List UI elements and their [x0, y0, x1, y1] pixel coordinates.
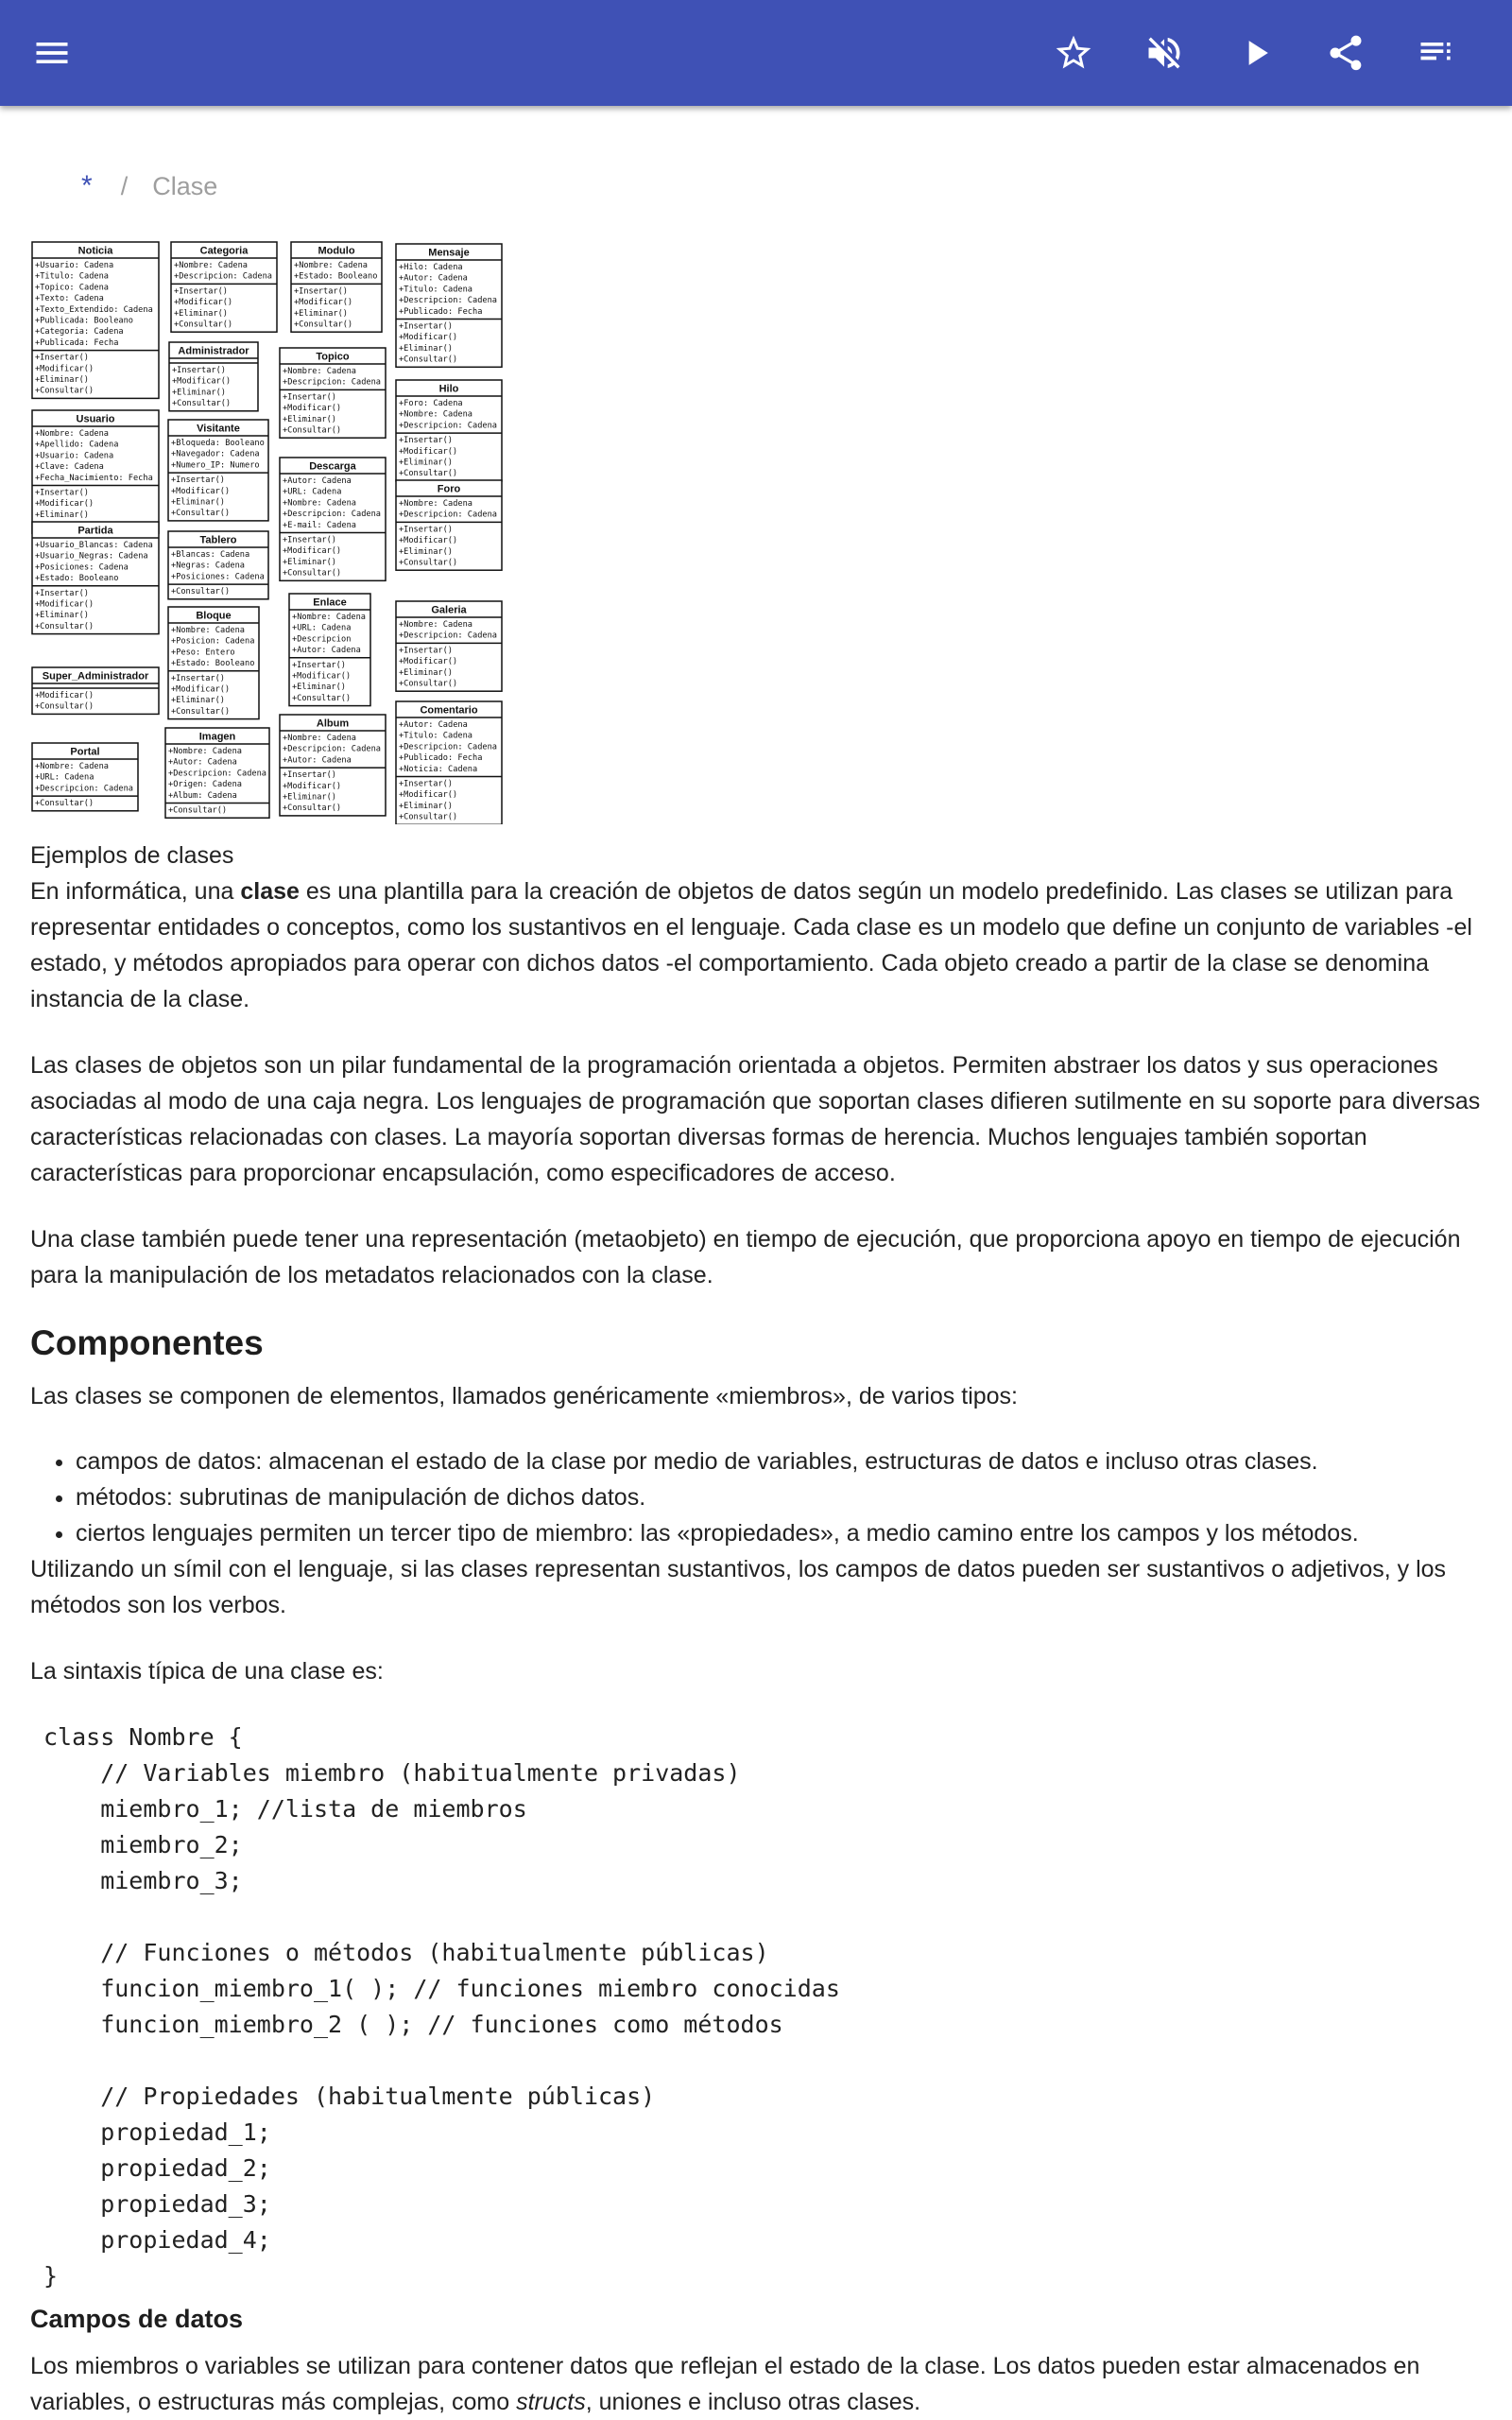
uml-attribute: +Descripcion	[292, 634, 352, 645]
uml-class-name: Portal	[70, 746, 100, 758]
uml-operation: +Modificar()	[283, 781, 342, 791]
uml-operation: +Eliminar()	[399, 458, 453, 468]
uml-class-box	[32, 410, 159, 533]
uml-operation: +Consultar()	[283, 425, 342, 436]
uml-operation: +Modificar()	[399, 446, 458, 457]
uml-attribute: +Nombre: Cadena	[168, 747, 242, 756]
uml-operation: +Consultar()	[35, 701, 94, 712]
uml-operation: +Consultar()	[399, 558, 458, 568]
uml-class-name: Topico	[316, 351, 350, 363]
uml-attribute: +Publicado: Fecha	[399, 306, 483, 317]
uml-operation: +Insertar()	[292, 660, 346, 670]
uml-attribute: +Album: Cadena	[168, 790, 237, 801]
members-list	[30, 1443, 1482, 1551]
uml-attribute: +Posiciones: Cadena	[35, 562, 129, 573]
uml-class-box	[396, 601, 502, 691]
uml-class-name: Usuario	[76, 413, 115, 425]
uml-operation: +Eliminar()	[171, 497, 225, 508]
uml-attribute: +Nombre: Cadena	[171, 626, 245, 635]
intro-bold-term: clase	[240, 878, 300, 905]
uml-attribute: +Estado: Booleano	[171, 659, 255, 669]
uml-operation: +Consultar()	[292, 693, 352, 703]
uml-attribute: +Numero_IP: Numero	[171, 460, 260, 471]
uml-class-name: Mensaje	[428, 247, 470, 259]
uml-attribute: +Descripcion: Cadena	[399, 742, 497, 752]
class-syntax-code: class Nombre { // Variables miembro (habitualmente privadas) miembro_1; //lista de miembros miembro_2; miembro_3; // Funciones o métodos (habitualmente públicas) funcion_miembro_1( ); // funciones miembro conocidas funcion_miembro_2 ( ); // funciones como métodos // Propiedades (habitualmente públicas) propiedad_1; propiedad_2; propiedad_3; propiedad_4; }	[43, 1723, 840, 2290]
uml-operation: +Modificar()	[171, 486, 231, 496]
uml-attribute: +E-mail: Cadena	[283, 520, 356, 530]
uml-operation: +Consultar()	[35, 386, 94, 396]
uml-attribute: +Navegador: Cadena	[171, 449, 260, 459]
uml-class-box	[32, 242, 159, 398]
uml-operation: +Consultar()	[35, 621, 94, 631]
intro-text-before: En informática, una	[30, 878, 241, 905]
uml-operation: +Modificar()	[172, 376, 232, 387]
uml-class-name: Foro	[437, 483, 461, 495]
uml-attribute: +Descripcion: Cadena	[174, 271, 272, 282]
uml-operation: +Consultar()	[399, 354, 458, 365]
uml-attribute: +Nombre: Cadena	[294, 261, 368, 270]
campos-italic-term: structs	[516, 2389, 586, 2415]
uml-class-name: Administrador	[178, 345, 249, 357]
uml-operation: +Eliminar()	[292, 683, 346, 693]
uml-operation: +Consultar()	[399, 469, 458, 479]
uml-operation: +Insertar()	[399, 321, 453, 332]
uml-class-name: Tablero	[199, 534, 237, 546]
list-item: • campos de datos: almacenan el estado de la clase por medio de variables, estructuras de datos e incluso otras clases.	[76, 1443, 1482, 1479]
uml-operation: +Modificar()	[292, 671, 352, 682]
uml-operation: +Consultar()	[174, 320, 233, 330]
share-button[interactable]	[1315, 23, 1376, 83]
uml-attribute: +Titulo: Cadena	[399, 731, 472, 741]
uml-attribute: +Descripcion: Cadena	[399, 510, 497, 520]
uml-attribute: +Origen: Cadena	[168, 780, 242, 790]
uml-class-name: Descarga	[309, 460, 356, 473]
uml-operation: +Modificar()	[35, 691, 94, 700]
uml-attribute: +Estado: Booleano	[35, 574, 119, 584]
uml-attribute: +Clave: Cadena	[35, 462, 104, 473]
uml-attribute: +Topico: Cadena	[35, 283, 109, 293]
uml-attribute: +Nombre: Cadena	[399, 620, 472, 630]
uml-attribute: +Descripcion: Cadena	[283, 744, 381, 754]
breadcrumb-home-link[interactable]: *	[81, 170, 93, 201]
uml-attribute: +Publicada: Booleano	[35, 316, 133, 326]
uml-class-box	[280, 348, 386, 438]
uml-attribute: +Categoria: Cadena	[35, 327, 124, 337]
uml-operation: +Consultar()	[171, 509, 231, 519]
uml-operation: +Consultar()	[171, 706, 231, 717]
uml-operation: +Insertar()	[283, 770, 336, 781]
uml-class-box	[396, 380, 502, 481]
uml-operation: +Eliminar()	[399, 343, 453, 354]
uml-attribute: +URL: Cadena	[35, 772, 94, 783]
list-item: • ciertos lenguajes permiten un tercer tipo de miembro: las «propiedades», a medio camino entre los campos y los métodos.	[76, 1515, 1482, 1551]
uml-class-name: Noticia	[77, 245, 113, 257]
intro-paragraph-3: Una clase también puede tener una representación (metaobjeto) en tiempo de ejecución, que proporciona apoyo en tiempo de ejecución para la manipulación de los metadatos relacionados con la clase.	[30, 1226, 1461, 1288]
uml-class-name: Partida	[77, 525, 113, 537]
breadcrumb-separator: /	[120, 172, 129, 200]
uml-attribute: +Descripcion: Cadena	[283, 510, 381, 520]
uml-operation: +Consultar()	[168, 805, 228, 816]
uml-attribute: +Usuario_Negras: Cadena	[35, 551, 148, 562]
uml-operation: +Eliminar()	[35, 611, 89, 621]
uml-class-name: Enlace	[313, 596, 347, 609]
uml-attribute: +Foro: Cadena	[399, 399, 463, 408]
uml-attribute: +Autor: Cadena	[283, 476, 352, 486]
uml-attribute: +Descripcion: Cadena	[168, 769, 266, 779]
uml-attribute: +Publicada: Fecha	[35, 337, 119, 348]
uml-operation: +Modificar()	[174, 298, 233, 308]
uml-class-box	[171, 242, 277, 332]
uml-attribute: +Nombre: Cadena	[283, 734, 356, 743]
uml-class-box	[396, 244, 502, 367]
uml-class-diagram	[30, 240, 505, 824]
uml-operation: +Eliminar()	[35, 375, 89, 385]
uml-attribute: +Autor: Cadena	[292, 646, 361, 656]
uml-class-name: Hilo	[438, 383, 459, 395]
share-icon	[1325, 32, 1366, 74]
uml-operation: +Insertar()	[283, 535, 336, 545]
breadcrumb-current: Clase	[152, 172, 218, 200]
uml-attribute: +Apellido: Cadena	[35, 440, 119, 450]
uml-class-box	[168, 531, 268, 599]
uml-operation: +Eliminar()	[399, 546, 453, 557]
uml-attribute: +Noticia: Cadena	[399, 764, 478, 774]
intro-text-after: es una plantilla para la creación de objetos de datos según un modelo predefinido. Las clases se utilizan para representar entidades o conceptos, como los sustantivos en el lenguaje. Cada clase es un modelo que define un conjunto de variables -el estado, y métodos apropiados para operar con dichos datos -el comportamiento. Cada objeto creado a partir de la clase se denomina instancia de la clase.	[30, 878, 1472, 1012]
uml-operation: +Eliminar()	[174, 308, 228, 319]
uml-attribute: +Nombre: Cadena	[283, 367, 356, 376]
section-heading-componentes: Componentes	[30, 1323, 264, 1362]
bookmark-button[interactable]	[1043, 23, 1104, 83]
componentes-lead: Las clases se componen de elementos, llamados genéricamente «miembros», de varios tipos:	[30, 1383, 1018, 1409]
uml-operation: +Eliminar()	[399, 667, 453, 678]
uml-attribute: +Titulo: Cadena	[399, 285, 472, 295]
uml-operation: +Consultar()	[35, 799, 94, 809]
uml-class-box	[280, 458, 386, 580]
menu-button[interactable]	[22, 23, 82, 83]
contents-button[interactable]	[1406, 23, 1467, 83]
uml-class-box	[396, 480, 502, 570]
uml-class-box	[396, 701, 502, 824]
uml-operation: +Insertar()	[399, 436, 453, 446]
uml-attribute: +Peso: Entero	[171, 648, 235, 658]
uml-operation: +Insertar()	[35, 488, 89, 498]
uml-operation: +Insertar()	[35, 353, 89, 363]
uml-attribute: +Texto: Cadena	[35, 294, 104, 304]
uml-operation: +Insertar()	[174, 286, 228, 297]
uml-class-box	[32, 522, 159, 634]
uml-operation: +Modificar()	[399, 790, 458, 801]
uml-operation: +Modificar()	[35, 499, 94, 510]
uml-operation: +Eliminar()	[283, 557, 336, 567]
uml-operation: +Modificar()	[399, 536, 458, 546]
uml-operation: +Consultar()	[283, 804, 342, 814]
breadcrumb	[53, 168, 217, 204]
uml-attribute: +Descripcion: Cadena	[399, 421, 497, 431]
volume-off-icon	[1143, 32, 1185, 74]
uml-class-box	[32, 667, 159, 714]
uml-class-name: Album	[316, 717, 350, 730]
uml-class-name: Imagen	[198, 731, 236, 743]
uml-operation: +Modificar()	[35, 364, 94, 374]
uml-attribute: +Nombre: Cadena	[399, 499, 472, 509]
uml-attribute: +Texto_Extendido: Cadena	[35, 304, 153, 315]
uml-attribute: +Autor: Cadena	[283, 755, 352, 766]
uml-attribute: +Usuario_Blancas: Cadena	[35, 541, 153, 550]
uml-operation: +Eliminar()	[283, 414, 336, 424]
uml-class-box	[291, 242, 382, 332]
intro-paragraph-2: Las clases de objetos son un pilar fundamental de la programación orientada a objetos. Permiten abstraer los datos y sus operaciones asociadas al modo de una caja negra. Los lenguajes de programación que soportan clases difieren sutilmente en su soporte para diversas características relacionadas con clases. La mayoría soportan diversas formas de herencia. Muchos lenguajes también soportan características para proporcionar encapsulación, como especificadores de acceso.	[30, 1052, 1481, 1186]
uml-operation: +Eliminar()	[283, 792, 336, 803]
uml-operation: +Modificar()	[35, 599, 94, 610]
uml-attribute: +Nombre: Cadena	[399, 409, 472, 420]
uml-operation: +Eliminar()	[171, 696, 225, 706]
uml-attribute: +Usuario: Cadena	[35, 261, 114, 270]
uml-class-box	[165, 728, 269, 818]
uml-operation: +Insertar()	[171, 475, 225, 486]
uml-operation: +Insertar()	[283, 392, 336, 403]
uml-attribute: +Fecha_Nacimiento: Fecha	[35, 473, 153, 483]
uml-operation: +Insertar()	[399, 646, 453, 656]
uml-attribute: +Titulo: Cadena	[35, 271, 109, 282]
uml-operation: +Consultar()	[399, 679, 458, 689]
uml-operation: +Modificar()	[399, 333, 458, 343]
play-icon	[1235, 32, 1277, 74]
list-item: • métodos: subrutinas de manipulación de dichos datos.	[76, 1479, 1482, 1515]
play-button[interactable]	[1226, 23, 1286, 83]
uml-attribute: +Nombre: Cadena	[35, 762, 109, 771]
uml-class-box	[168, 420, 268, 521]
star-outline-icon	[1053, 32, 1094, 74]
uml-operation: +Consultar()	[283, 568, 342, 579]
uml-attribute: +URL: Cadena	[283, 487, 342, 497]
uml-operation: +Consultar()	[171, 587, 231, 597]
uml-attribute: +Descripcion: Cadena	[399, 631, 497, 641]
section-heading-campos: Campos de datos	[30, 2305, 244, 2333]
uml-class-box	[289, 594, 370, 706]
uml-attribute: +Posiciones: Cadena	[171, 572, 265, 582]
uml-attribute: +Usuario: Cadena	[35, 451, 114, 461]
mute-button[interactable]	[1134, 23, 1194, 83]
uml-attribute: +Publicado: Fecha	[399, 753, 483, 764]
uml-operation: +Modificar()	[399, 657, 458, 667]
uml-operation: +Insertar()	[171, 673, 225, 683]
uml-attribute: +Autor: Cadena	[399, 720, 468, 730]
uml-operation: +Insertar()	[294, 286, 348, 297]
uml-operation: +Modificar()	[283, 546, 342, 557]
app-bar	[0, 0, 1512, 106]
uml-operation: +Eliminar()	[399, 801, 453, 811]
uml-attribute: +Nombre: Cadena	[174, 261, 248, 270]
uml-attribute: +Autor: Cadena	[168, 757, 237, 768]
uml-class-name: Visitante	[197, 423, 240, 435]
uml-attribute: +Estado: Booleano	[294, 271, 378, 282]
uml-operation: +Modificar()	[171, 684, 231, 695]
playlist-icon	[1416, 32, 1457, 74]
uml-attribute: +Hilo: Cadena	[399, 263, 463, 272]
uml-operation: +Insertar()	[399, 779, 453, 789]
uml-class-name: Super_Administrador	[42, 670, 149, 683]
uml-class-name: Bloque	[196, 610, 232, 622]
campos-text-before: Los miembros o variables se utilizan para contener datos que reflejan el estado de la clase. Los datos pueden estar almacenados en variables, o estructuras más complejas, como	[30, 2353, 1420, 2415]
campos-paragraph	[30, 2348, 1482, 2420]
uml-attribute: +Bloqueda: Booleano	[171, 439, 265, 448]
uml-operation: +Eliminar()	[294, 308, 348, 319]
uml-class-name: Comentario	[420, 704, 478, 717]
uml-attribute: +Nombre: Cadena	[283, 498, 356, 509]
class-diagram-figure[interactable]	[30, 240, 505, 824]
uml-attribute: +URL: Cadena	[292, 623, 352, 633]
uml-attribute: +Autor: Cadena	[399, 273, 468, 284]
uml-operation: +Insertar()	[172, 366, 226, 375]
uml-attribute: +Posicion: Cadena	[171, 636, 255, 647]
uml-class-box	[168, 607, 259, 719]
uml-operation: +Modificar()	[283, 404, 342, 414]
intro-paragraph-1	[30, 873, 1482, 1017]
uml-operation: +Insertar()	[35, 588, 89, 598]
uml-operation: +Eliminar()	[172, 388, 226, 398]
uml-attribute: +Descripcion: Cadena	[399, 296, 497, 306]
uml-attribute: +Negras: Cadena	[171, 561, 245, 571]
componentes-after: Utilizando un símil con el lenguaje, si las clases representan sustantivos, los campos de datos pueden ser sustantivos o adjetivos, y los métodos son los verbos.	[30, 1556, 1447, 1618]
uml-operation: +Insertar()	[399, 525, 453, 535]
uml-operation: +Consultar()	[294, 320, 353, 330]
uml-class-box	[169, 342, 258, 411]
uml-class-name: Modulo	[318, 245, 355, 257]
uml-attribute: +Nombre: Cadena	[292, 613, 366, 622]
uml-operation: +Modificar()	[294, 298, 353, 308]
syntax-lead: La sintaxis típica de una clase es:	[30, 1658, 384, 1685]
uml-operation: +Consultar()	[172, 399, 232, 409]
uml-class-name: Categoria	[199, 245, 249, 257]
uml-operation: +Consultar()	[399, 812, 458, 822]
menu-icon	[31, 32, 73, 74]
uml-operation: +Eliminar()	[35, 510, 89, 520]
uml-attribute: +Descripcion: Cadena	[35, 784, 133, 794]
campos-text-after: , uniones e incluso otras clases.	[585, 2389, 921, 2415]
uml-attribute: +Descripcion: Cadena	[283, 377, 381, 388]
uml-class-box	[280, 715, 386, 816]
figure-caption: Ejemplos de clases	[30, 842, 234, 869]
uml-class-name: Galeria	[431, 604, 467, 616]
uml-attribute: +Blancas: Cadena	[171, 550, 250, 560]
uml-class-box	[32, 743, 138, 811]
uml-attribute: +Nombre: Cadena	[35, 429, 109, 439]
